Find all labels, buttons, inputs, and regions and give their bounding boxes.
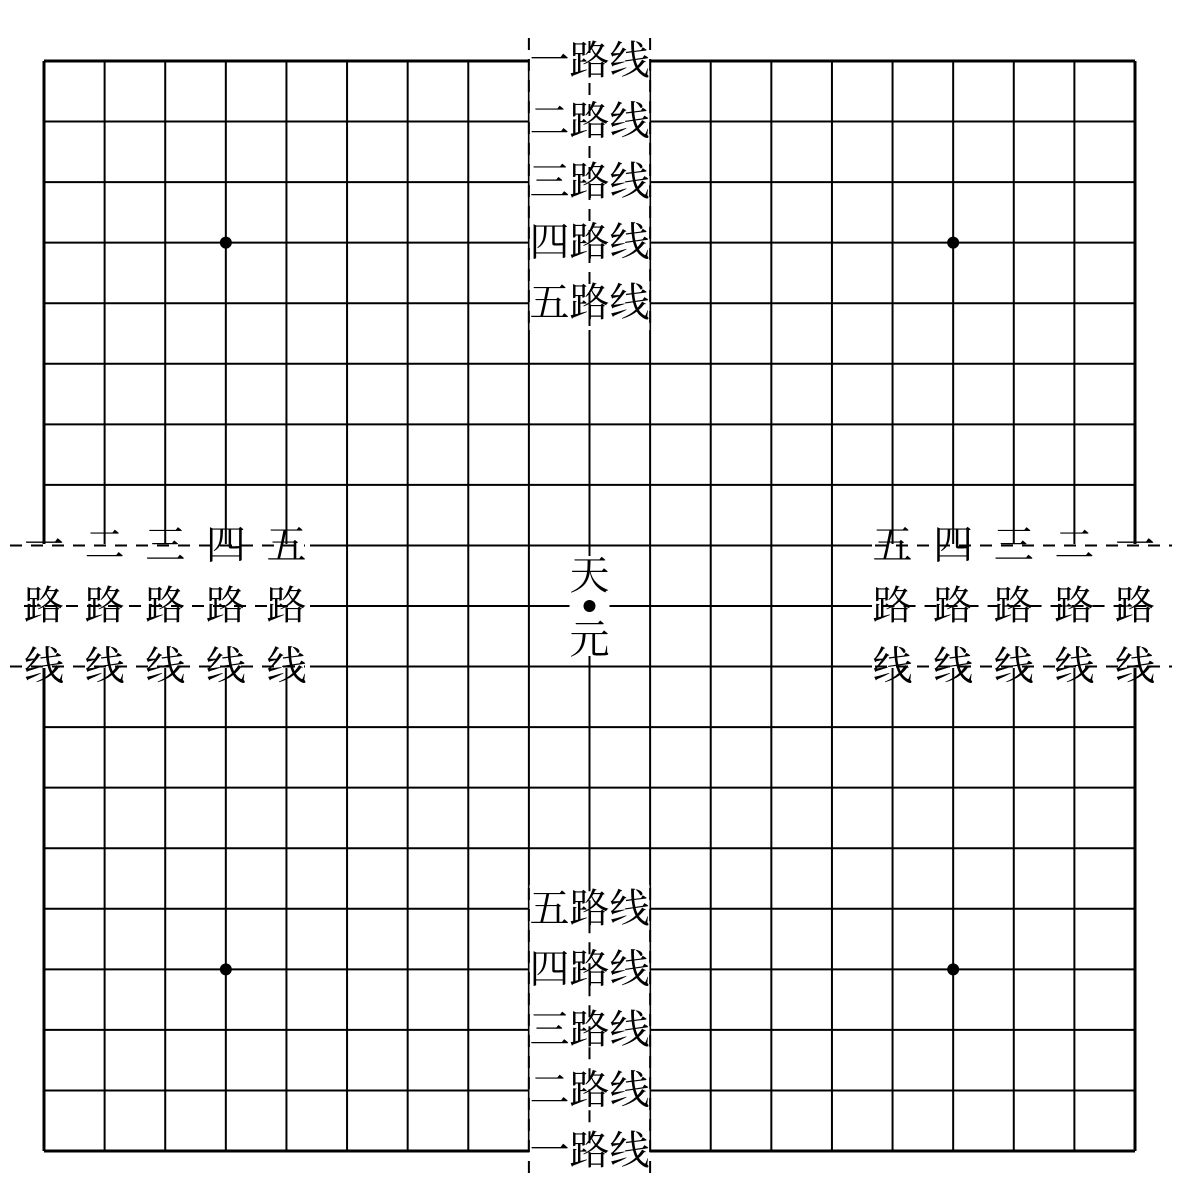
left-label-3-char-2: 线 bbox=[145, 643, 186, 690]
left-label-2 bbox=[85, 522, 125, 689]
right-label-5-char-0: 一 bbox=[1115, 522, 1155, 569]
bottom-label-2: 四路线 bbox=[529, 946, 650, 993]
left-label-2-char-0: 二 bbox=[84, 522, 125, 569]
left-label-1-char-0: 一 bbox=[24, 522, 64, 569]
right-label-3 bbox=[994, 522, 1034, 689]
left-label-3 bbox=[145, 522, 185, 689]
left-label-1-char-1: 路 bbox=[24, 583, 64, 629]
top-label-3: 三路线 bbox=[529, 159, 650, 206]
left-label-4-char-0: 四 bbox=[205, 522, 246, 569]
left-label-4 bbox=[206, 522, 246, 689]
right-label-5-char-1: 路 bbox=[1115, 583, 1155, 629]
bottom-label-5: 一路线 bbox=[529, 1128, 650, 1174]
star-point-4 bbox=[584, 600, 596, 612]
right-label-1-char-0: 五 bbox=[872, 522, 913, 569]
bottom-label-4: 二路线 bbox=[529, 1067, 650, 1114]
left-label-2-char-2: 线 bbox=[84, 643, 125, 690]
right-label-2-char-0: 四 bbox=[933, 522, 974, 569]
star-point-0 bbox=[220, 237, 232, 249]
right-label-2-char-1: 路 bbox=[933, 583, 974, 629]
right-label-3-char-1: 路 bbox=[993, 583, 1034, 629]
star-point-1 bbox=[947, 237, 959, 249]
center-label-tian: 天 bbox=[569, 553, 610, 599]
center-label-yuan: 元 bbox=[569, 617, 610, 663]
left-label-4-char-1: 路 bbox=[205, 583, 246, 629]
star-point-2 bbox=[220, 963, 232, 975]
left-label-5 bbox=[266, 522, 306, 689]
right-label-3-char-2: 线 bbox=[993, 643, 1034, 690]
left-label-1-char-2: 线 bbox=[24, 643, 64, 690]
right-label-1-char-1: 路 bbox=[872, 583, 913, 629]
left-label-1 bbox=[24, 522, 64, 689]
right-label-5 bbox=[1115, 522, 1155, 689]
right-label-4-char-1: 路 bbox=[1054, 583, 1095, 629]
right-label-5-char-2: 线 bbox=[1115, 643, 1155, 690]
bottom-label-1: 五路线 bbox=[529, 885, 650, 932]
right-label-4-char-2: 线 bbox=[1054, 643, 1095, 690]
top-label-5: 五路线 bbox=[529, 280, 650, 327]
right-label-4-char-0: 二 bbox=[1054, 522, 1095, 569]
left-label-4-char-2: 线 bbox=[205, 643, 246, 690]
left-label-2-char-1: 路 bbox=[84, 583, 125, 629]
right-label-4 bbox=[1054, 522, 1094, 689]
left-label-5-char-0: 五 bbox=[266, 522, 307, 569]
top-label-4: 四路线 bbox=[529, 219, 650, 266]
right-label-3-char-0: 三 bbox=[993, 522, 1034, 569]
bottom-label-3: 三路线 bbox=[529, 1006, 650, 1053]
right-label-1 bbox=[873, 522, 913, 689]
left-label-3-char-1: 路 bbox=[145, 583, 186, 629]
top-label-2: 二路线 bbox=[529, 98, 650, 145]
left-label-5-char-2: 线 bbox=[266, 643, 307, 690]
top-label-1: 一路线 bbox=[529, 38, 650, 84]
left-label-3-char-0: 三 bbox=[145, 522, 186, 569]
right-label-2-char-2: 线 bbox=[933, 643, 974, 690]
right-label-2 bbox=[933, 522, 973, 689]
star-point-3 bbox=[947, 963, 959, 975]
right-label-1-char-2: 线 bbox=[872, 643, 913, 690]
left-label-5-char-1: 路 bbox=[266, 583, 307, 629]
